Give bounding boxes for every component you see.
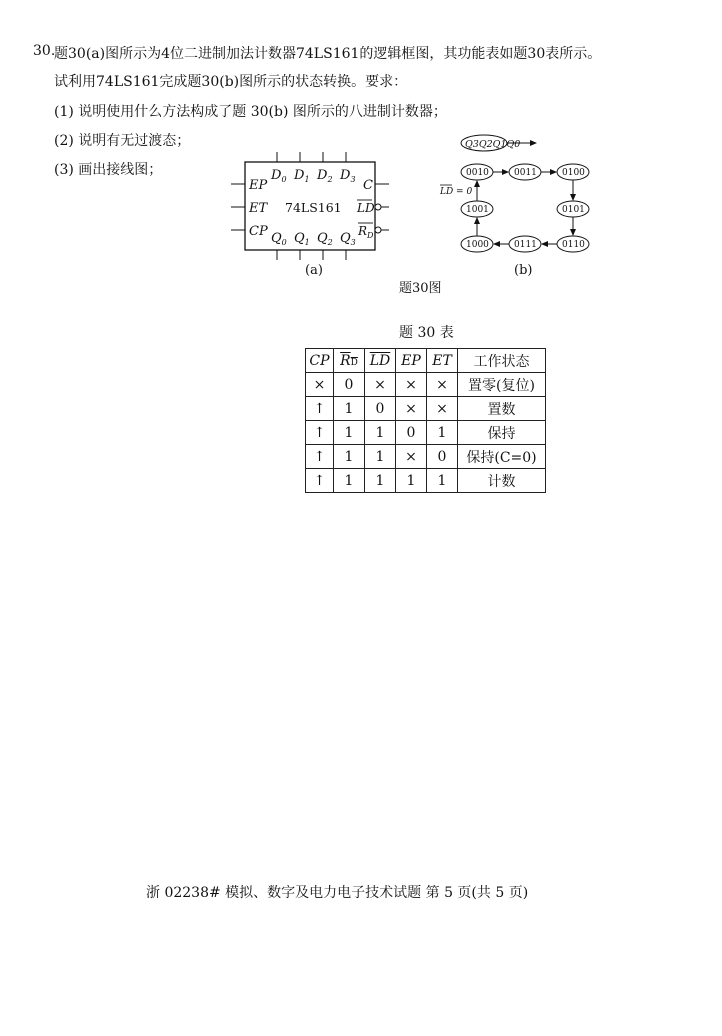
table-title: 题 30 表 <box>399 325 454 341</box>
cell: 1 <box>427 421 458 445</box>
cell: ↑ <box>306 469 334 493</box>
figure-a-caption: (a) <box>305 263 323 278</box>
question-number: 30. <box>33 43 56 59</box>
figure-a-74ls161 <box>225 150 395 280</box>
cell: ↑ <box>306 421 334 445</box>
cell: 1 <box>365 421 396 445</box>
cell: 1 <box>334 469 365 493</box>
state-0111: 0111 <box>514 240 537 250</box>
cell: 0 <box>396 421 427 445</box>
pin-d3: $D_3$ <box>340 168 356 184</box>
cell: 0 <box>427 445 458 469</box>
table-row <box>306 397 546 421</box>
pin-d0: $D_0$ <box>271 168 287 184</box>
cell: 1 <box>334 445 365 469</box>
state-0010: 0010 <box>466 168 489 178</box>
cell: 1 <box>396 469 427 493</box>
cell: 0 <box>365 397 396 421</box>
figure-b-state-diagram <box>438 128 598 280</box>
pin-q2: $Q_2$ <box>317 231 333 247</box>
state-1001: 1001 <box>466 205 489 215</box>
page-footer: 浙 02238# 模拟、数字及电力电子技术试题 第 5 页(共 5 页) <box>146 885 529 901</box>
question-item-3: (3) 画出接线图； <box>54 162 163 178</box>
ld-zero-label: LD = 0 <box>440 187 473 197</box>
header-ep: EP <box>396 349 427 373</box>
pin-et: ET <box>249 201 268 216</box>
pin-c: C <box>363 178 373 193</box>
cell: 保持(C=0) <box>458 445 546 469</box>
question-line-2: 试利用74LS161完成题30(b)图所示的状态转换。要求： <box>54 74 408 90</box>
pin-ld: LD <box>357 201 375 215</box>
table-row <box>306 421 546 445</box>
cell: 1 <box>427 469 458 493</box>
pin-rd: $R_D$ <box>358 224 374 240</box>
function-table <box>305 348 546 493</box>
header-rd: $\overline{R}\overline{D}$ <box>334 349 365 373</box>
pin-q1: $Q_1$ <box>294 231 310 247</box>
cell: × <box>396 373 427 397</box>
pin-cp: CP <box>249 224 268 239</box>
pin-d2: $D_2$ <box>317 168 333 184</box>
state-0110: 0110 <box>562 240 585 250</box>
state-legend: Q3Q2Q1Q0 <box>465 139 521 150</box>
cell: 0 <box>334 373 365 397</box>
pin-ep: EP <box>249 178 268 193</box>
table-row <box>306 469 546 493</box>
pin-q3: $Q_3$ <box>340 231 356 247</box>
state-0100: 0100 <box>562 168 585 178</box>
question-item-1: (1) 说明使用什么方法构成了题 30(b) 图所示的八进制计数器； <box>54 104 447 120</box>
chip-label: 74LS161 <box>285 200 342 215</box>
header-et: ET <box>427 349 458 373</box>
cell: × <box>396 397 427 421</box>
figure-title: 题30图 <box>399 281 442 296</box>
cell: ↑ <box>306 445 334 469</box>
cell: × <box>396 445 427 469</box>
question-item-2: (2) 说明有无过渡态； <box>54 133 191 149</box>
cell: 1 <box>334 397 365 421</box>
cell: ↑ <box>306 397 334 421</box>
cell: 保持 <box>458 421 546 445</box>
cell: × <box>427 397 458 421</box>
table-row <box>306 445 546 469</box>
cell: × <box>427 373 458 397</box>
cell: 1 <box>365 445 396 469</box>
cell: 置数 <box>458 397 546 421</box>
state-1000: 1000 <box>466 240 489 250</box>
pin-q0: $Q_0$ <box>271 231 287 247</box>
table-header-row <box>306 349 546 373</box>
figure-b-caption: (b) <box>514 263 533 278</box>
cell: × <box>365 373 396 397</box>
cell: × <box>306 373 334 397</box>
header-cp: CP <box>306 349 334 373</box>
cell: 置零(复位) <box>458 373 546 397</box>
question-line-1: 题30(a)图所示为4位二进制加法计数器74LS161的逻辑框图，其功能表如题30表所示。 <box>54 46 602 62</box>
cell: 1 <box>365 469 396 493</box>
table-row <box>306 373 546 397</box>
state-0101: 0101 <box>562 205 585 215</box>
header-ld: $\overline{LD}$ <box>365 349 396 373</box>
cell: 计数 <box>458 469 546 493</box>
header-state: 工作状态 <box>458 349 546 373</box>
cell: 1 <box>334 421 365 445</box>
state-0011: 0011 <box>514 168 537 178</box>
pin-d1: $D_1$ <box>294 168 310 184</box>
